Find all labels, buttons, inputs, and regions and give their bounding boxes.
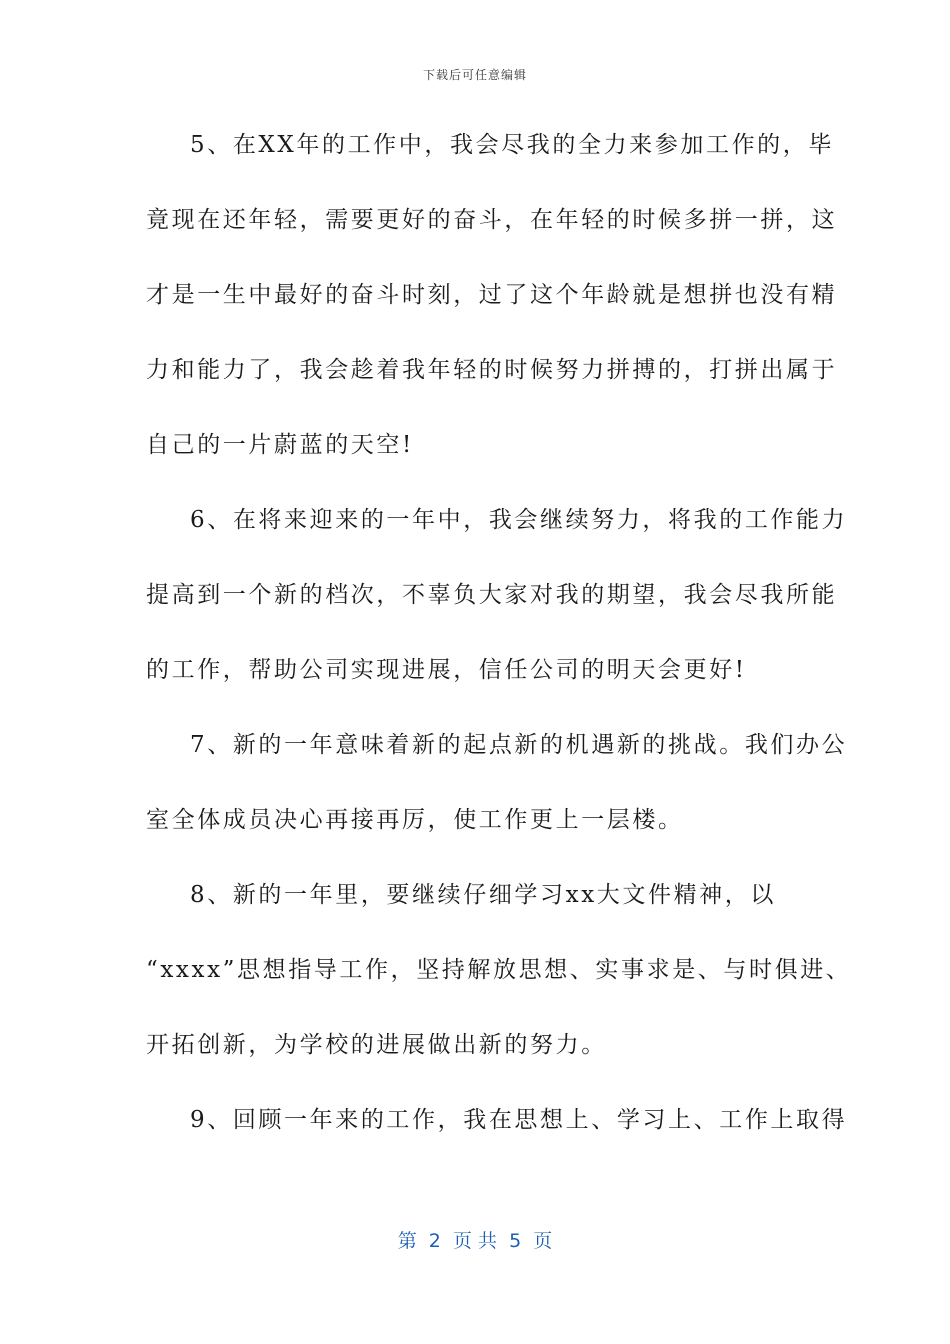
text-line: “xxxx”思想指导工作，坚持解放思想、实事求是、与时俱进、 [146, 957, 852, 983]
text-line: 提高到一个新的档次，不辜负大家对我的期望，我会尽我所能 [146, 582, 838, 608]
text-line: 才是一生中最好的奋斗时刻，过了这个年龄就是想拼也没有精 [146, 282, 838, 308]
page-header-note: 下载后可任意编辑 [422, 68, 527, 82]
text-line: 6、在将来迎来的一年中，我会继续努力，将我的工作能力 [190, 507, 848, 533]
page-number-footer: 第 2 页 共 5 页 [397, 1230, 553, 1252]
text-line: 9、回顾一年来的工作，我在思想上、学习上、工作上取得 [190, 1107, 848, 1133]
text-line: 力和能力了，我会趁着我年轻的时候努力拼搏的，打拼出属于 [146, 357, 838, 383]
text-line: 竟现在还年轻，需要更好的奋斗，在年轻的时候多拼一拼，这 [146, 207, 838, 233]
text-line: 室全体成员决心再接再厉，使工作更上一层楼。 [146, 807, 684, 833]
text-line: 开拓创新，为学校的进展做出新的努力。 [146, 1032, 607, 1058]
text-line: 自己的一片蔚蓝的天空! [146, 432, 414, 458]
text-line: 7、新的一年意味着新的起点新的机遇新的挑战。我们办公 [190, 732, 848, 758]
text-line: 5、在XX年的工作中，我会尽我的全力来参加工作的，毕 [190, 132, 834, 158]
text-line: 8、新的一年里，要继续仔细学习xx大文件精神，以 [190, 882, 776, 908]
text-line: 的工作，帮助公司实现进展，信任公司的明天会更好! [146, 657, 747, 683]
